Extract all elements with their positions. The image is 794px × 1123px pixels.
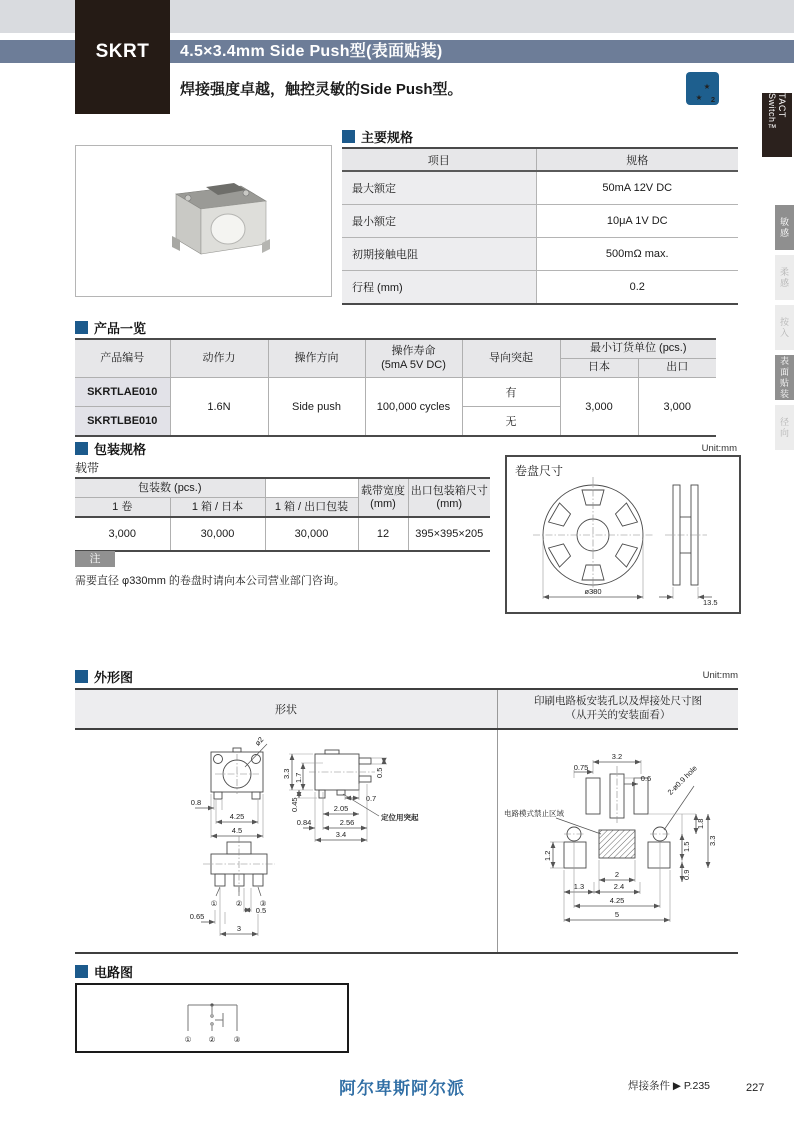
keepout-label: 电路模式禁止区域 (504, 809, 564, 818)
brand-logo: 阿尔卑斯阿尔派 (339, 1079, 465, 1098)
product-photo-frame (75, 145, 332, 297)
terminal-label: ② (235, 899, 243, 908)
dim-label: 0.6 (640, 774, 652, 783)
spec-col-value: 规格 (536, 148, 738, 171)
bottom-view (190, 836, 275, 936)
star-badge-icon (686, 72, 719, 105)
pcb-pattern-drawing (498, 730, 738, 952)
direction: Side push (268, 378, 365, 437)
packaging-table (75, 477, 490, 552)
dim-label: 2 (614, 870, 620, 879)
dim-label: 1.5 (682, 841, 691, 852)
part-number: SKRTLAE010 (75, 378, 170, 407)
section-heading-circuit: 电路图 (75, 962, 133, 981)
col-operating-life: 操作寿命 (5mA 5V DC) (365, 339, 462, 378)
dim-label: 3.3 (282, 768, 291, 779)
section-square-icon (75, 670, 88, 683)
note-text: 需要直径 φ330mm 的卷盘时请向本公司营业部门咨询。 (75, 575, 345, 587)
spec-value: 0.2 (536, 271, 738, 305)
product-table (75, 338, 716, 437)
index-tab-radial[interactable]: 径向 (775, 405, 794, 450)
dim-label: 4.25 (229, 812, 245, 821)
section-heading-specs: 主要规格 (342, 127, 413, 146)
dim-label: ø2 (252, 735, 266, 748)
spec-item: 最小额定 (342, 205, 536, 238)
page-title: 4.5×3.4mm Side Push型(表面贴装) (180, 43, 443, 60)
col-moq-export: 出口 (638, 359, 716, 378)
part-number: SKRTLBE010 (75, 407, 170, 437)
dim-label: 4.5 (231, 826, 243, 835)
note-badge: 注 (75, 551, 115, 567)
dim-label: 3.4 (335, 830, 347, 839)
reel-drawing (507, 457, 735, 608)
circuit-diagram (77, 985, 343, 1047)
dim-label: 0.5 (255, 906, 267, 915)
operating-force: 1.6N (170, 378, 268, 437)
tape-width: 12 (358, 517, 408, 551)
dim-label: 2.05 (333, 804, 349, 813)
dim-label: 1.8 (696, 818, 705, 829)
table-row (75, 517, 490, 551)
outline-header (75, 690, 738, 730)
product-photo (76, 146, 329, 294)
star-rating-badge (686, 72, 719, 105)
dim-label: 2.4 (613, 882, 625, 891)
spec-item: 初期接触电阻 (342, 238, 536, 271)
dim-label: 0.75 (573, 763, 589, 772)
dim-label: 0.45 (290, 797, 299, 812)
dim-label: 0.7 (365, 794, 377, 803)
pcb-pattern-cell (498, 730, 738, 952)
dim-label: 0.65 (189, 912, 205, 921)
col-moq: 最小订货单位 (pcs.) (560, 339, 716, 359)
col-shape: 形状 (75, 690, 498, 728)
spec-value: 10μA 1V DC (536, 205, 738, 238)
operating-life: 100,000 cycles (365, 378, 462, 437)
col-one-roll: 1 卷 (75, 498, 170, 518)
dim-label: 3 (236, 924, 242, 933)
terminal-label: ③ (259, 899, 267, 908)
section-heading-packaging: 包装规格 (75, 439, 146, 458)
reel-title: 卷盘尺寸 (515, 464, 564, 478)
front-view (191, 735, 267, 838)
index-tab-push[interactable]: 按入 (775, 305, 794, 350)
spec-item: 行程 (mm) (342, 271, 536, 305)
qty-box-japan: 30,000 (170, 517, 265, 551)
qty-box-export: 30,000 (265, 517, 358, 551)
index-tab-smd[interactable]: 表面贴装 (775, 355, 794, 400)
moq-export: 3,000 (638, 378, 716, 437)
col-tape-width: 载带宽度 (mm) (358, 478, 408, 517)
dim-label: 2.56 (339, 818, 355, 827)
dim-label: 4.25 (609, 896, 625, 905)
dim-label: 0.8 (190, 798, 202, 807)
dim-label: 0.84 (296, 818, 312, 827)
section-heading-products: 产品一览 (75, 318, 146, 337)
soldering-reference-link[interactable]: 焊接条件 ▶ P.235 (628, 1080, 710, 1092)
col-operating-force: 动作力 (170, 339, 268, 378)
dim-label: 3.3 (708, 835, 717, 846)
side-view (282, 750, 419, 842)
category-tab-tact-switch: TACT Switch™ (762, 93, 792, 157)
section-heading-outline: 外形图 (75, 667, 133, 686)
dim-label: 1.3 (573, 882, 585, 891)
terminal-label: ③ (233, 1035, 241, 1044)
page-subtitle: 焊接强度卓越，触控灵敏的Side Push型。 (180, 81, 463, 98)
spec-value: 500mΩ max. (536, 238, 738, 271)
star-count: 2 (710, 95, 716, 104)
dim-label: 0.9 (682, 869, 691, 880)
section-square-icon (342, 130, 355, 143)
shape-drawing (75, 730, 497, 952)
dim-label: 0.5 (375, 767, 384, 778)
boss-label: 定位用突起 (381, 813, 419, 822)
series-box (75, 0, 170, 114)
moq-japan: 3,000 (560, 378, 638, 437)
packaging-subheading: 载带 (75, 461, 100, 475)
reel-dimension-box (505, 455, 741, 614)
dim-label: 5 (614, 910, 620, 919)
index-tab-soft[interactable]: 柔感 (775, 255, 794, 300)
dim-label: 1.7 (294, 772, 303, 783)
col-guide-boss: 导向突起 (462, 339, 560, 378)
table-row (75, 378, 716, 407)
unit-label: Unit:mm (702, 670, 738, 681)
terminal-label: ① (184, 1035, 192, 1044)
col-pcb-pattern: 印刷电路板安装孔以及焊接处尺寸图 （从开关的安装面看） (534, 695, 702, 721)
blank-header-cell (265, 478, 358, 498)
unit-label: Unit:mm (701, 443, 737, 454)
col-moq-japan: 日本 (560, 359, 638, 378)
page-number: 227 (746, 1082, 765, 1094)
col-box-export: 1 箱 / 出口包装 (265, 498, 358, 518)
col-box-japan: 1 箱 / 日本 (170, 498, 265, 518)
dim-label: 1.2 (543, 850, 552, 861)
col-export-case: 出口包装箱尺寸 (mm) (408, 478, 490, 517)
export-case-size: 395×395×205 (408, 517, 490, 551)
section-square-icon (75, 442, 88, 455)
main-spec-table (342, 147, 738, 305)
spec-value: 50mA 12V DC (536, 171, 738, 205)
terminal-label: ① (210, 899, 218, 908)
hole-label: 2-ø0.9 hole (665, 763, 699, 797)
shape-drawing-cell (75, 730, 498, 952)
guide-boss: 有 (462, 378, 560, 407)
index-tab-sensitive[interactable]: 敏感 (775, 205, 794, 250)
series-name: SKRT (95, 41, 150, 62)
circuit-diagram-box (75, 983, 349, 1053)
reel-width-dim: 13.5 (703, 598, 718, 607)
col-package-qty: 包装数 (pcs.) (75, 478, 265, 498)
guide-boss: 无 (462, 407, 560, 437)
col-direction: 操作方向 (268, 339, 365, 378)
section-square-icon (75, 321, 88, 334)
outline-table (75, 688, 738, 954)
col-part-number: 产品编号 (75, 339, 170, 378)
terminal-label: ② (208, 1035, 216, 1044)
qty-roll: 3,000 (75, 517, 170, 551)
reel-diameter-dim: ø380 (584, 587, 602, 596)
spec-col-item: 项目 (342, 148, 536, 171)
spec-item: 最大额定 (342, 171, 536, 205)
section-square-icon (75, 965, 88, 978)
gray-star-icon: ★ (703, 82, 711, 91)
white-star-icon: ★ (695, 93, 703, 102)
dim-label: 3.2 (611, 752, 623, 761)
